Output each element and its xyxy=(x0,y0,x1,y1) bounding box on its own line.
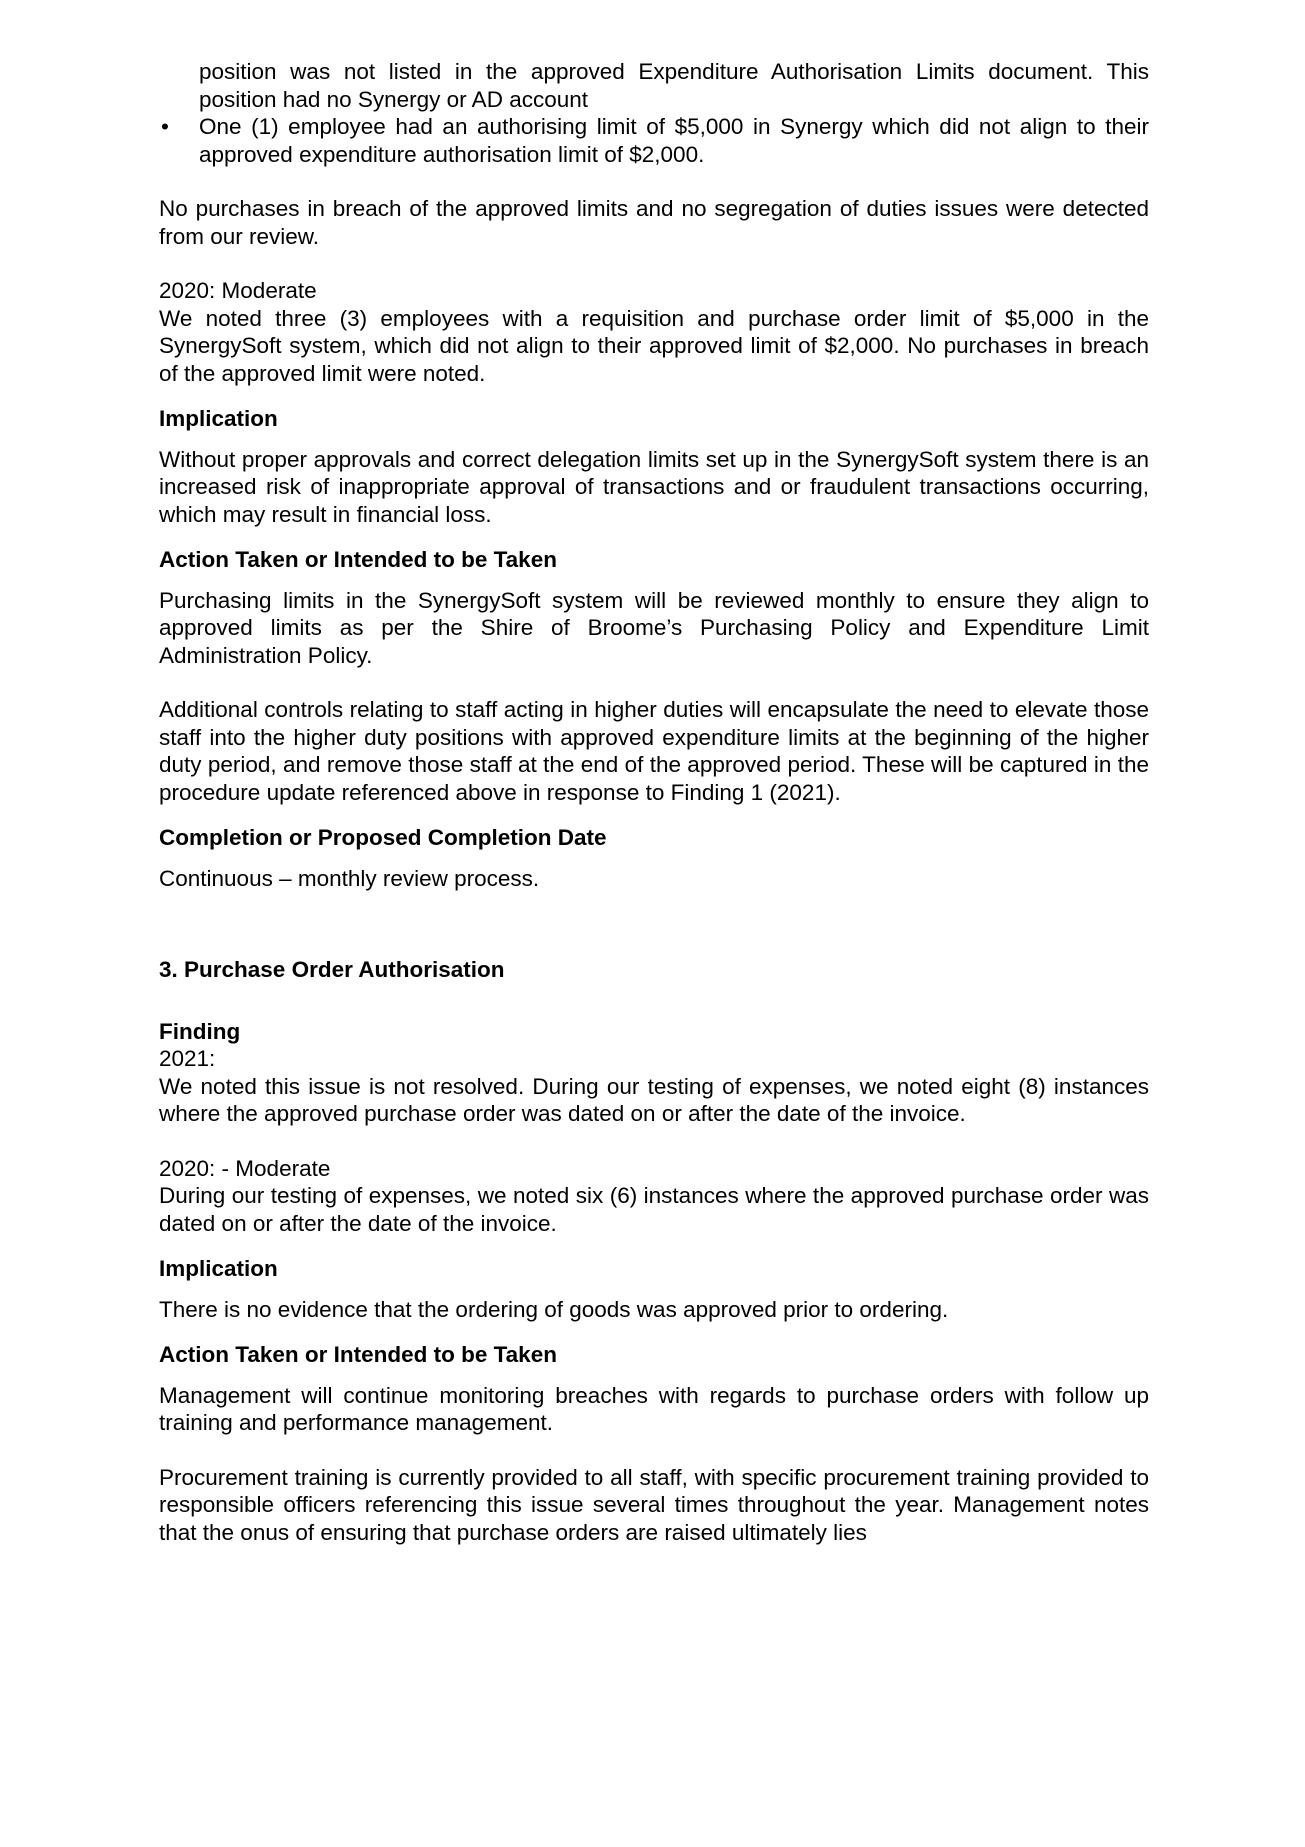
heading-section-3: 3. Purchase Order Authorisation xyxy=(159,957,505,982)
bullet-continuation-text: position was not listed in the approved Expenditure Authorisation Limits document. This position had no Synergy or AD account xyxy=(199,59,1149,112)
paragraph-implication-3: There is no evidence that the ordering of goods was approved prior to ordering. xyxy=(159,1296,949,1322)
paragraph-2020-limits: We noted three (3) employees with a requisition and purchase order limit of $5,000 in the SynergySoft system, which did not align to their approved limit of $2,000. No purchases in breach of the approved limit were noted. xyxy=(159,305,1149,386)
heading-implication-3: Implication xyxy=(159,1256,278,1281)
label-2020-moderate-b: 2020: - Moderate xyxy=(159,1155,331,1181)
heading-action-1: Action Taken or Intended to be Taken xyxy=(159,547,557,572)
document-page xyxy=(159,58,1149,1546)
label-2021: 2021: xyxy=(159,1046,216,1071)
heading-implication-1: Implication xyxy=(159,406,278,431)
bullet-list-item xyxy=(159,113,1149,168)
paragraph-2021-finding: We noted this issue is not resolved. During our testing of expenses, we noted eight (8) instances where the approved purchase order was dated on or after the date of the invoice. xyxy=(159,1073,1149,1126)
heading-finding-3: Finding xyxy=(159,1018,241,1044)
heading-completion-1: Completion or Proposed Completion Date xyxy=(159,825,607,850)
paragraph-action-1a: Purchasing limits in the SynergySoft system will be reviewed monthly to ensure they align to approved limits as per the Shire of Broome’s Purchasing Policy and Expenditure Limit Administration Policy. xyxy=(159,587,1149,668)
paragraph-implication-1: Without proper approvals and correct delegation limits set up in the SynergySoft system there is an increased risk of inappropriate approval of transactions and or fraudulent transactions occurring, which may result in financial loss. xyxy=(159,446,1149,527)
paragraph-action-1b: Additional controls relating to staff acting in higher duties will encapsulate the need to elevate those staff into the higher duty positions with approved expenditure limits at the beginning of the higher duty period, and remove those staff at the end of the approved period. These will be captured in the procedure update referenced above in response to Finding 1 (2021). xyxy=(159,697,1149,805)
label-2020-moderate: 2020: Moderate xyxy=(159,278,317,303)
paragraph-action-3b: Procurement training is currently provided to all staff, with specific procurement training provided to responsible officers referencing this issue several times throughout the year. Management notes that the onus of ensuring that purchase orders are raised ultimately lies xyxy=(159,1464,1149,1545)
bullet-item-text: One (1) employee had an authorising limit of $5,000 in Synergy which did not align to their approved expenditure authorisation limit of $2,000. xyxy=(199,114,1149,167)
paragraph-no-breach: No purchases in breach of the approved limits and no segregation of duties issues were detected from our review. xyxy=(159,196,1149,249)
paragraph-2020-finding: During our testing of expenses, we noted six (6) instances where the approved purchase order was dated on or after the date of the invoice. xyxy=(159,1183,1149,1236)
paragraph-completion-1: Continuous – monthly review process. xyxy=(159,865,540,891)
heading-action-3: Action Taken or Intended to be Taken xyxy=(159,1342,557,1367)
paragraph-action-3a: Management will continue monitoring breaches with regards to purchase orders with follow up training and performance management. xyxy=(159,1382,1149,1435)
bullet-marker: • xyxy=(161,114,169,139)
